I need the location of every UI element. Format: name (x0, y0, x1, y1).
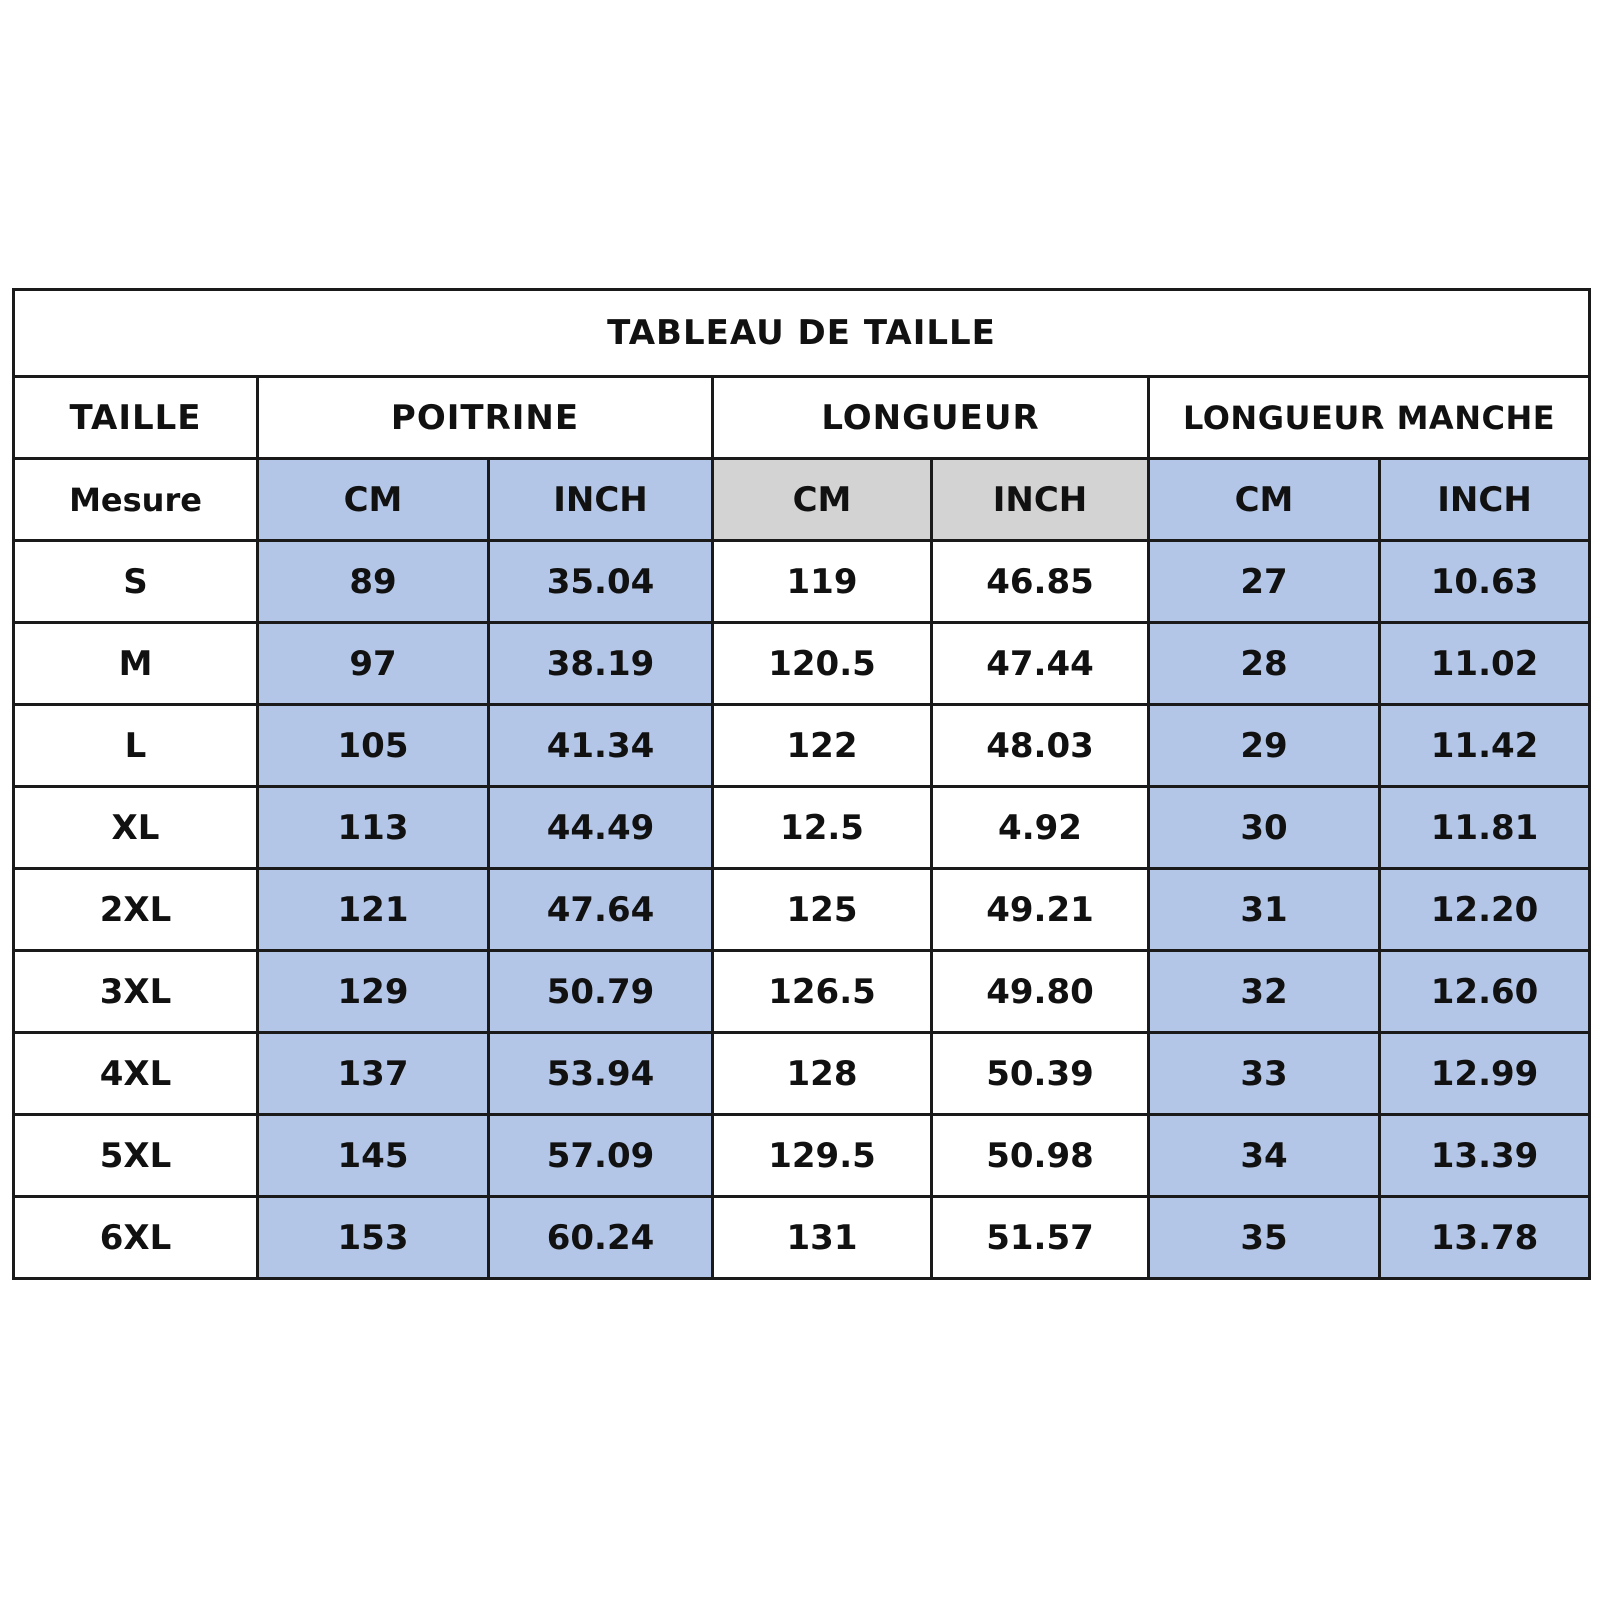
value-cell-manche-inch: 12.60 (1380, 951, 1590, 1033)
value-cell-poitrine-inch: 57.09 (489, 1115, 713, 1197)
size-cell: 2XL (14, 869, 258, 951)
value-cell-poitrine-cm: 153 (258, 1197, 489, 1279)
value-cell-longueur-cm: 120.5 (713, 623, 932, 705)
value-cell-longueur-inch: 48.03 (932, 705, 1149, 787)
value-cell-manche-cm: 29 (1149, 705, 1380, 787)
measure-label: Mesure (14, 459, 258, 541)
unit-header-longueur-cm: CM (713, 459, 932, 541)
table-row (14, 623, 1590, 705)
header-row (14, 377, 1590, 459)
value-cell-longueur-cm: 122 (713, 705, 932, 787)
longueur-header: LONGUEUR (713, 377, 1149, 459)
table-title: TABLEAU DE TAILLE (14, 290, 1590, 377)
table-row (14, 951, 1590, 1033)
size-cell: 4XL (14, 1033, 258, 1115)
value-cell-longueur-inch: 50.39 (932, 1033, 1149, 1115)
table-row (14, 1033, 1590, 1115)
value-cell-poitrine-inch: 35.04 (489, 541, 713, 623)
value-cell-manche-cm: 30 (1149, 787, 1380, 869)
value-cell-poitrine-inch: 47.64 (489, 869, 713, 951)
unit-row (14, 459, 1590, 541)
value-cell-manche-cm: 33 (1149, 1033, 1380, 1115)
value-cell-longueur-cm: 129.5 (713, 1115, 932, 1197)
value-cell-poitrine-inch: 60.24 (489, 1197, 713, 1279)
size-chart-table (12, 288, 1591, 1280)
value-cell-poitrine-cm: 137 (258, 1033, 489, 1115)
value-cell-poitrine-cm: 105 (258, 705, 489, 787)
value-cell-longueur-inch: 47.44 (932, 623, 1149, 705)
value-cell-manche-cm: 27 (1149, 541, 1380, 623)
value-cell-manche-cm: 28 (1149, 623, 1380, 705)
value-cell-poitrine-cm: 97 (258, 623, 489, 705)
value-cell-longueur-inch: 49.21 (932, 869, 1149, 951)
value-cell-manche-inch: 12.99 (1380, 1033, 1590, 1115)
value-cell-manche-inch: 13.39 (1380, 1115, 1590, 1197)
value-cell-longueur-cm: 126.5 (713, 951, 932, 1033)
table-row (14, 1197, 1590, 1279)
value-cell-longueur-inch: 50.98 (932, 1115, 1149, 1197)
value-cell-manche-inch: 12.20 (1380, 869, 1590, 951)
size-cell: 3XL (14, 951, 258, 1033)
value-cell-manche-cm: 34 (1149, 1115, 1380, 1197)
value-cell-manche-cm: 31 (1149, 869, 1380, 951)
value-cell-manche-cm: 35 (1149, 1197, 1380, 1279)
value-cell-poitrine-inch: 50.79 (489, 951, 713, 1033)
value-cell-longueur-inch: 51.57 (932, 1197, 1149, 1279)
longueur-manche-header: LONGUEUR MANCHE (1149, 377, 1590, 459)
table-row (14, 787, 1590, 869)
value-cell-manche-inch: 11.81 (1380, 787, 1590, 869)
size-cell: M (14, 623, 258, 705)
value-cell-poitrine-cm: 113 (258, 787, 489, 869)
value-cell-longueur-inch: 4.92 (932, 787, 1149, 869)
size-header: TAILLE (14, 377, 258, 459)
value-cell-longueur-cm: 12.5 (713, 787, 932, 869)
table-row (14, 869, 1590, 951)
unit-header-longueur-inch: INCH (932, 459, 1149, 541)
size-cell: S (14, 541, 258, 623)
poitrine-header: POITRINE (258, 377, 713, 459)
table-row (14, 541, 1590, 623)
value-cell-manche-inch: 11.02 (1380, 623, 1590, 705)
size-cell: XL (14, 787, 258, 869)
size-cell: 6XL (14, 1197, 258, 1279)
value-cell-poitrine-inch: 53.94 (489, 1033, 713, 1115)
value-cell-poitrine-inch: 38.19 (489, 623, 713, 705)
value-cell-longueur-inch: 49.80 (932, 951, 1149, 1033)
size-cell: L (14, 705, 258, 787)
title-row (14, 290, 1590, 377)
value-cell-poitrine-inch: 44.49 (489, 787, 713, 869)
value-cell-poitrine-cm: 89 (258, 541, 489, 623)
value-cell-poitrine-cm: 129 (258, 951, 489, 1033)
value-cell-longueur-inch: 46.85 (932, 541, 1149, 623)
unit-header-poitrine-cm: CM (258, 459, 489, 541)
value-cell-longueur-cm: 131 (713, 1197, 932, 1279)
value-cell-manche-inch: 10.63 (1380, 541, 1590, 623)
unit-header-poitrine-inch: INCH (489, 459, 713, 541)
value-cell-poitrine-inch: 41.34 (489, 705, 713, 787)
value-cell-poitrine-cm: 121 (258, 869, 489, 951)
value-cell-longueur-cm: 119 (713, 541, 932, 623)
table-row (14, 1115, 1590, 1197)
value-cell-manche-inch: 11.42 (1380, 705, 1590, 787)
value-cell-manche-cm: 32 (1149, 951, 1380, 1033)
size-cell: 5XL (14, 1115, 258, 1197)
value-cell-longueur-cm: 128 (713, 1033, 932, 1115)
unit-header-manche-inch: INCH (1380, 459, 1590, 541)
value-cell-manche-inch: 13.78 (1380, 1197, 1590, 1279)
unit-header-manche-cm: CM (1149, 459, 1380, 541)
value-cell-longueur-cm: 125 (713, 869, 932, 951)
value-cell-poitrine-cm: 145 (258, 1115, 489, 1197)
table-row (14, 705, 1590, 787)
